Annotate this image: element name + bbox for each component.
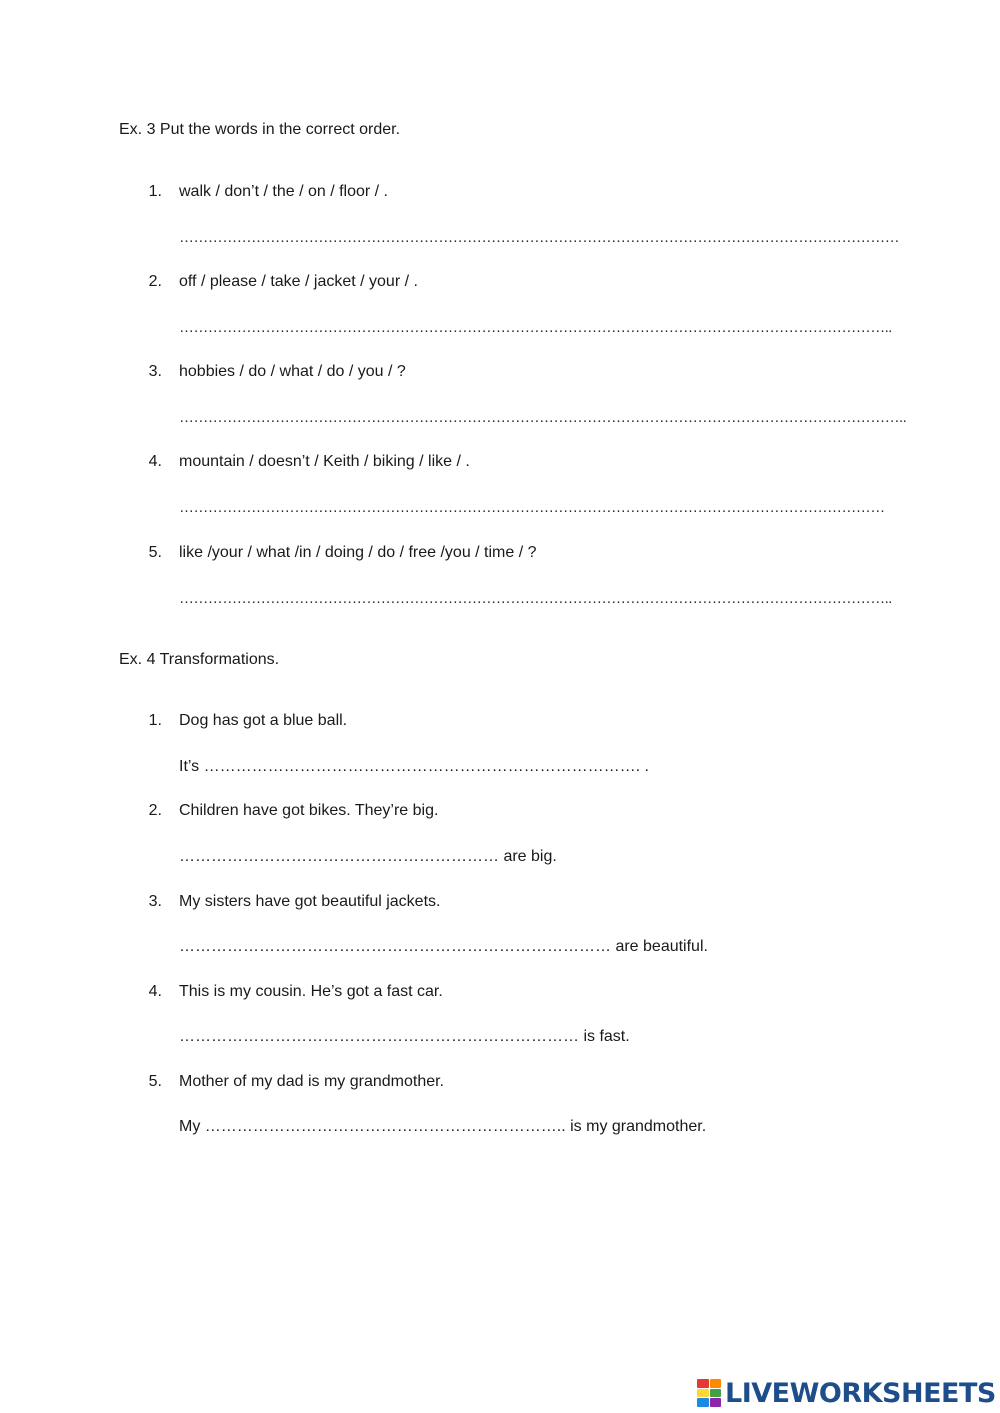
ex4-item-4-prompt: This is my cousin. He’s got a fast car. xyxy=(179,983,443,1000)
ex3-item-5-prompt: like /your / what /in / doing / do / free /you / time / ? xyxy=(179,544,537,561)
logo-block-5 xyxy=(697,1398,709,1407)
ex3-item-4-prompt: mountain / doesn’t / Keith / biking / like / . xyxy=(179,453,470,470)
ex4-item-2-number: 2. xyxy=(148,802,162,819)
ex3-item-1-prompt: walk / don’t / the / on / floor / . xyxy=(179,183,388,200)
ex4-item-3-answer-line[interactable]: ……………………………………………………………………… are beautiful. xyxy=(179,938,708,955)
ex4-item-1-answer-line[interactable]: It’s ………………………………………………………………………. . xyxy=(179,758,649,775)
ex3-item-3-number: 3. xyxy=(148,363,162,380)
logo-block-3 xyxy=(697,1389,709,1398)
ex3-item-4-answer-line[interactable]: ………………………………………………………………………………………………………………………………… xyxy=(179,499,885,516)
ex3-item-1-number: 1. xyxy=(148,183,162,200)
ex4-item-4-answer-line[interactable]: ………………………………………………………………… is fast. xyxy=(179,1028,630,1045)
ex3-item-1-answer-line[interactable]: …………………………………………………………………………………………………………………………………… xyxy=(179,229,900,246)
ex4-item-1-prompt: Dog has got a blue ball. xyxy=(179,712,348,729)
ex3-item-5-number: 5. xyxy=(148,544,162,561)
ex4-item-2-answer-line[interactable]: …………………………………………………… are big. xyxy=(179,848,557,865)
ex3-item-3-answer-line[interactable]: …………………………………………………………………………………………………………………………………….. xyxy=(179,409,907,426)
logo-block-1 xyxy=(697,1379,709,1388)
ex4-item-3-prompt: My sisters have got beautiful jackets. xyxy=(179,893,441,910)
ex4-heading: Ex. 4 Transformations. xyxy=(119,651,280,668)
ex4-item-5-number: 5. xyxy=(148,1073,162,1090)
ex3-item-3-prompt: hobbies / do / what / do / you / ? xyxy=(179,363,406,380)
ex4-item-4-number: 4. xyxy=(148,983,162,1000)
liveworksheets-logo[interactable] xyxy=(697,1376,996,1410)
logo-block-6 xyxy=(710,1398,722,1407)
ex3-item-4-number: 4. xyxy=(148,453,162,470)
ex4-item-1-number: 1. xyxy=(148,712,162,729)
ex3-heading: Ex. 3 Put the words in the correct order. xyxy=(119,121,401,138)
liveworksheets-logo-icon xyxy=(697,1379,721,1407)
logo-block-4 xyxy=(710,1389,722,1398)
ex3-item-5-answer-line[interactable]: ………………………………………………………………………………………………………………………………….. xyxy=(179,590,892,607)
ex3-item-2-answer-line[interactable]: ………………………………………………………………………………………………………………………………….. xyxy=(179,319,892,336)
ex4-item-3-number: 3. xyxy=(148,893,162,910)
liveworksheets-brand-text: LIVEWORKSHEETS xyxy=(725,1377,996,1409)
ex4-item-5-prompt: Mother of my dad is my grandmother. xyxy=(179,1073,444,1090)
ex3-item-2-prompt: off / please / take / jacket / your / . xyxy=(179,273,418,290)
ex4-item-5-answer-line[interactable]: My ………………………………………………………….. is my grandmother. xyxy=(179,1118,707,1135)
ex3-item-2-number: 2. xyxy=(148,273,162,290)
ex4-item-2-prompt: Children have got bikes. They’re big. xyxy=(179,802,439,819)
logo-block-2 xyxy=(710,1379,722,1388)
